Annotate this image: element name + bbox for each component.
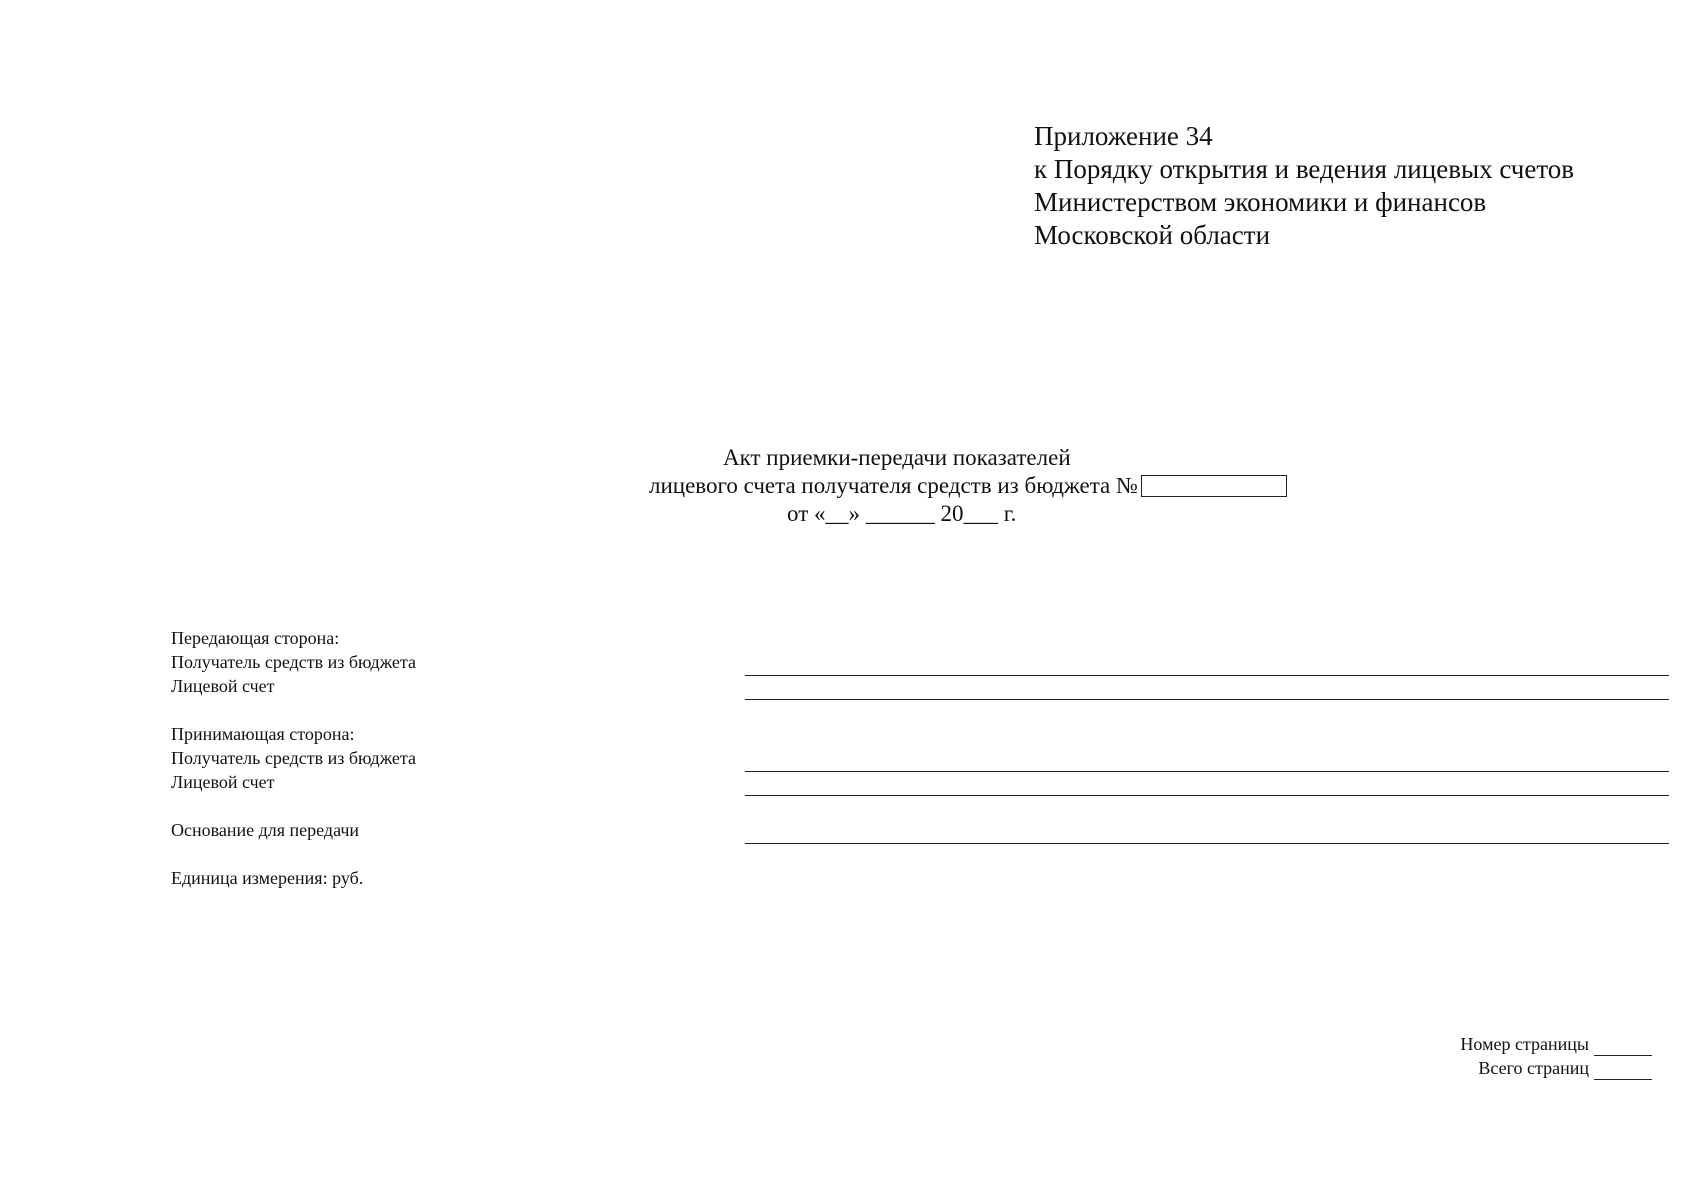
transferring-account-label: Лицевой счет: [171, 676, 275, 696]
appendix-number: Приложение 34: [1034, 121, 1213, 151]
receiving-recipient-line[interactable]: [745, 771, 1669, 772]
act-title-line-2: [649, 472, 1287, 500]
appendix-ministry: Министерством экономики и финансов: [1034, 187, 1487, 217]
page-number-label: Номер страницы: [1460, 1034, 1589, 1054]
transfer-basis-line[interactable]: [745, 843, 1669, 844]
act-title-line-1: Акт приемки-передачи показателей: [723, 445, 1071, 470]
transferring-recipient-line[interactable]: [745, 675, 1669, 676]
transferring-recipient-label: Получатель средств из бюджета: [171, 652, 416, 672]
receiving-party-label: Принимающая сторона:: [171, 724, 355, 744]
page-number-blank[interactable]: [1594, 1039, 1652, 1056]
receiving-account-line[interactable]: [745, 795, 1669, 796]
receiving-account-label: Лицевой счет: [171, 772, 275, 792]
appendix-reference: к Порядку открытия и ведения лицевых счетов: [1034, 154, 1575, 184]
act-date-line: от «__» ______ 20___ г.: [787, 501, 1017, 526]
appendix-header: [1034, 120, 1574, 252]
page-number-row: [1460, 1032, 1652, 1056]
total-pages-label: Всего страниц: [1478, 1058, 1589, 1078]
total-pages-blank[interactable]: [1594, 1063, 1652, 1080]
transferring-party-label: Передающая сторона:: [171, 628, 340, 648]
appendix-region: Московской области: [1034, 220, 1271, 250]
page-numbering: [1460, 1032, 1652, 1080]
unit-of-measure-label: Единица измерения: руб.: [171, 868, 364, 888]
act-title-account-text: лицевого счета получателя средств из бюджета №: [649, 473, 1138, 498]
total-pages-row: [1460, 1056, 1652, 1080]
transfer-basis-label: Основание для передачи: [171, 820, 360, 840]
act-number-field[interactable]: [1141, 475, 1287, 497]
receiving-recipient-label: Получатель средств из бюджета: [171, 748, 416, 768]
transferring-account-line[interactable]: [745, 699, 1669, 700]
